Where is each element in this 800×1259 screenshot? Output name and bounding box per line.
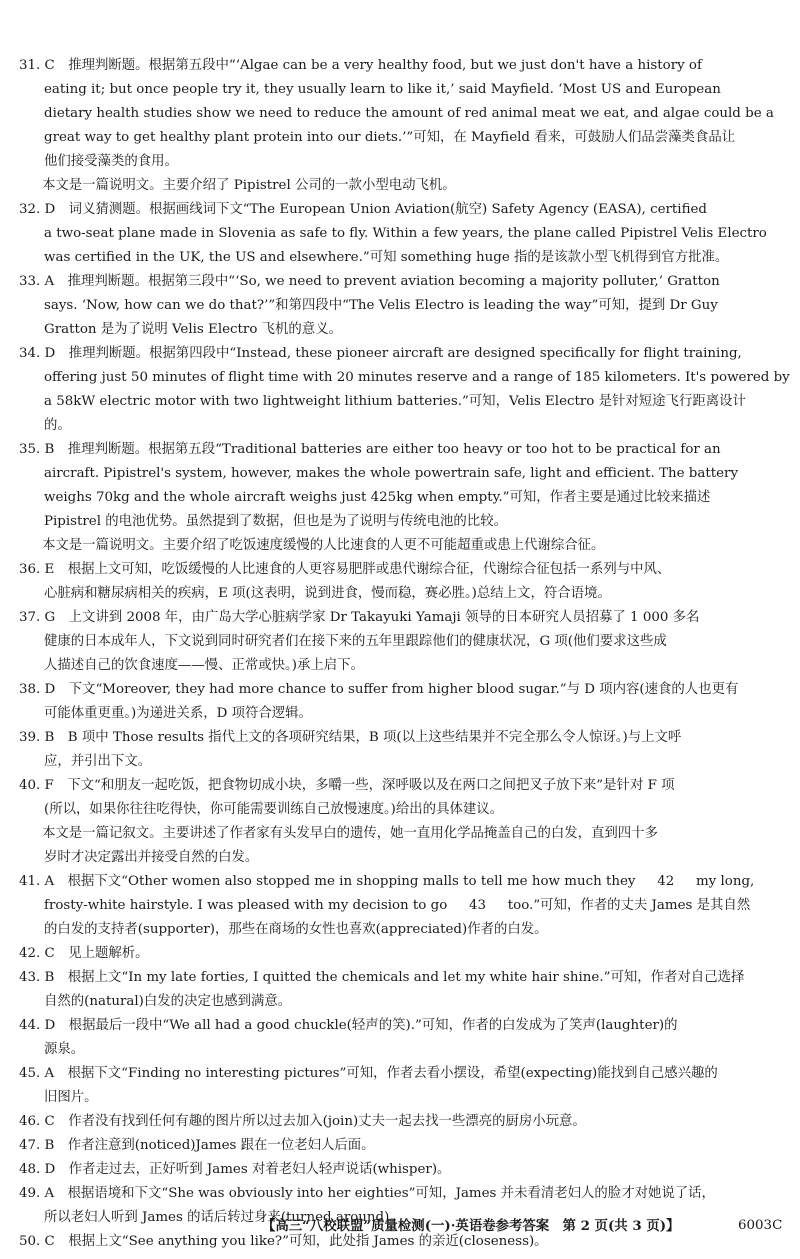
footer-code: 6003C: [738, 1218, 783, 1233]
line-text: 47. B 作者注意到(noticed)James 跟在一位老妇人后面。: [19, 1138, 375, 1153]
line-text: a 58kW electric motor with two lightweight lithium batteries.”可知，Velis Electro 是针对短途飞行距离设计: [44, 394, 746, 409]
answer-line: [0, 54, 800, 78]
line-text: 48. D 作者走过去，正好听到 James 对着老妇人轻声说话(whisper)。: [19, 1162, 451, 1177]
answer-line: [0, 102, 800, 126]
answer-line: [0, 1110, 800, 1134]
answer-line: [0, 126, 800, 150]
passage-intro-line: [0, 822, 800, 846]
answer-line: [0, 846, 800, 870]
answer-line: [0, 438, 800, 462]
line-text: (所以，如果你往往吃得快，你可能需要训练自己放慢速度。)给出的具体建议。: [44, 802, 504, 817]
line-text: 的。: [44, 418, 71, 433]
passage-intro-line: [0, 534, 800, 558]
answer-line: [0, 558, 800, 582]
line-text: 33. A 推理判断题。根据第三段中“‘So, we need to prevent aviation becoming a majority polluter,’ Gratton: [19, 274, 720, 289]
answer-line: [0, 150, 800, 174]
answer-line: [0, 270, 800, 294]
answer-line: [0, 414, 800, 438]
answer-line: [0, 918, 800, 942]
line-text: 所以老妇人听到 James 的话后转过身来(turned around)。: [44, 1210, 403, 1225]
answer-line: [0, 198, 800, 222]
answer-line: [0, 1158, 800, 1182]
line-text: 应，并引出下文。: [44, 754, 152, 769]
answer-line: [0, 1014, 800, 1038]
answer-line: [0, 726, 800, 750]
blank-number: 42: [640, 870, 692, 894]
line-text: 36. E 根据上文可知，吃饭缓慢的人比速食的人更容易肥胖或患代谢综合征，代谢综合征包括一系列与中风、: [19, 562, 671, 577]
line-text: great way to get healthy plant protein into our diets.’”可知，在 Mayfield 看来，可鼓励人们品尝藻类食品让: [44, 130, 736, 145]
answer-line: [0, 1062, 800, 1086]
answer-line: [0, 366, 800, 390]
line-text: 健康的日本成年人，下文说到同时研究者们在接下来的五年里跟踪他们的健康状况，G 项(他们要求这些成: [44, 634, 667, 649]
line-text: 43. B 根据上文“In my late forties, I quitted the chemicals and let my white hair shine.”可知，作者对自己选择: [19, 970, 745, 985]
footer-title: 【高三“八校联盟”质量检测(一)·英语卷参考答案 第 2 页(共 3 页)】: [262, 1218, 680, 1234]
answer-line: [0, 294, 800, 318]
line-text-after-blank: too.”可知，作者的丈夫 James 是其自然: [503, 898, 751, 913]
line-text: Pipistrel 的电池优势。虽然提到了数据，但也是为了说明与传统电池的比较。: [44, 514, 507, 529]
line-text: 44. D 根据最后一段中“We all had a good chuckle(轻声的笑).”可知，作者的白发成为了笑声(laughter)的: [19, 1018, 678, 1033]
answer-line: [0, 966, 800, 990]
line-text: 旧图片。: [44, 1090, 98, 1105]
line-text: 岁时才决定露出并接受自然的白发。: [44, 850, 259, 865]
answer-line: [0, 222, 800, 246]
line-text: aircraft. Pipistrel's system, however, makes the whole powertrain safe, light and efficient. The battery: [44, 466, 739, 481]
answer-line: [0, 318, 800, 342]
line-text: 50. C 根据上文“See anything you like?”可知，此处指 James 的亲近(closeness)。: [19, 1234, 548, 1249]
answer-line: [0, 510, 800, 534]
line-text: 46. C 作者没有找到任何有趣的图片所以过去加入(join)丈夫一起去找一些漂亮的厨房小玩意。: [19, 1114, 586, 1129]
answer-line: [0, 1134, 800, 1158]
line-text: 心脏病和糖尿病相关的疾病，E 项(这表明，说到进食，慢而稳，赛必胜。)总结上文，符合语境。: [44, 586, 611, 601]
answer-line: [0, 894, 800, 918]
answer-line: [0, 798, 800, 822]
line-text: eating it; but once people try it, they usually learn to like it,’ said Mayfield. ‘Most US and European: [44, 82, 721, 97]
line-text: 41. A 根据下文“Other women also stopped me in shopping malls to tell me how much they: [19, 874, 636, 889]
answer-line: [0, 582, 800, 606]
answer-line: [0, 78, 800, 102]
line-text: 49. A 根据语境和下文“She was obviously into her eighties”可知，James 并未看清老妇人的脸才对她说了话，: [19, 1186, 715, 1201]
line-text: 他们接受藻类的食用。: [44, 154, 178, 169]
answer-line: [0, 1086, 800, 1110]
answer-line: [0, 390, 800, 414]
answer-line: [0, 246, 800, 270]
line-text: 源泉。: [44, 1042, 85, 1057]
answer-line: [0, 678, 800, 702]
answer-line: [0, 630, 800, 654]
answer-line: [0, 1038, 800, 1062]
answer-line: [0, 990, 800, 1014]
line-text: 本文是一篇记叙文。主要讲述了作者家有头发早白的遗传，她一直用化学品掩盖自己的白发，直到四十多: [42, 826, 658, 841]
line-text: 45. A 根据下文“Finding no interesting pictures”可知，作者去看小摆设，希望(expecting)能找到自己感兴趣的: [19, 1066, 718, 1081]
answer-line: [0, 462, 800, 486]
line-text: Gratton 是为了说明 Velis Electro 飞机的意义。: [44, 322, 342, 337]
line-text: 39. B B 项中 Those results 指代上文的各项研究结果，B 项(以上这些结果并不完全那么令人惊讶。)与上文呼: [19, 730, 682, 745]
line-text: was certified in the UK, the US and elsewhere.”可知 something huge 指的是该款小型飞机得到官方批准。: [44, 250, 729, 265]
line-text: 31. C 推理判断题。根据第五段中“‘Algae can be a very healthy food, but we just don't have a history of: [19, 58, 702, 73]
answer-line: [0, 654, 800, 678]
answer-explanations: [0, 54, 800, 1254]
line-text: 34. D 推理判断题。根据第四段中“Instead, these pioneer aircraft are designed specifically for flight training,: [19, 346, 742, 361]
page-footer: [0, 1214, 800, 1238]
passage-intro-line: [0, 174, 800, 198]
answer-line: [0, 1182, 800, 1206]
line-text: 本文是一篇说明文。主要介绍了 Pipistrel 公司的一款小型电动飞机。: [42, 178, 456, 193]
line-text: frosty-white hairstyle. I was pleased with my decision to go: [44, 898, 448, 913]
line-text: 的白发的支持者(supporter)，那些在商场的女性也喜欢(appreciated)作者的白发。: [44, 922, 548, 937]
line-text: 38. D 下文“Moreover, they had more chance to suffer from higher blood sugar.”与 D 项内容(速食的人也更有: [19, 682, 739, 697]
line-text: 自然的(natural)白发的决定也感到满意。: [44, 994, 292, 1009]
blank-number: 43: [452, 894, 504, 918]
line-text: dietary health studies show we need to reduce the amount of red animal meat we eat, and algae could be a: [44, 106, 774, 121]
line-text: 37. G 上文讲到 2008 年，由广岛大学心脏病学家 Dr Takayuki Yamaji 领导的日本研究人员招募了 1 000 多名: [19, 610, 700, 625]
line-text: says. ‘Now, how can we do that?’”和第四段中“The Velis Electro is leading the way”可知，提到 Dr Guy: [44, 298, 718, 313]
line-text: a two-seat plane made in Slovenia as safe to fly. Within a few years, the plane called Pipistrel Velis Electro: [44, 226, 767, 241]
answer-line: [0, 774, 800, 798]
line-text: 40. F 下文“和朋友一起吃饭，把食物切成小块，多嚼一些，深呼吸以及在两口之间把叉子放下来”是针对 F 项: [19, 778, 675, 793]
line-text: offering just 50 minutes of flight time with 20 minutes reserve and a range of 185 kilometers. It's powered by: [44, 370, 790, 385]
line-text: weighs 70kg and the whole aircraft weighs just 425kg when empty.”可知，作者主要是通过比较来描述: [44, 490, 711, 505]
answer-line: [0, 486, 800, 510]
line-text: 32. D 词义猜测题。根据画线词下文“The European Union Aviation(航空) Safety Agency (EASA), certified: [19, 202, 708, 217]
answer-line: [0, 870, 800, 894]
line-text: 人描述自己的饮食速度——慢、正常或快。)承上启下。: [44, 658, 364, 673]
answer-line: [0, 342, 800, 366]
line-text: 本文是一篇说明文。主要介绍了吃饭速度缓慢的人比速食的人更不可能超重或患上代谢综合征。: [42, 538, 605, 553]
answer-line: [0, 702, 800, 726]
answer-line: [0, 942, 800, 966]
answer-line: [0, 750, 800, 774]
line-text: 35. B 推理判断题。根据第五段“Traditional batteries are either too heavy or too hot to be practical for an: [19, 442, 721, 457]
line-text-after-blank: my long,: [691, 874, 755, 889]
line-text: 42. C 见上题解析。: [19, 946, 149, 961]
answer-line: [0, 606, 800, 630]
line-text: 可能体重更重。)为递进关系，D 项符合逻辑。: [44, 706, 312, 721]
